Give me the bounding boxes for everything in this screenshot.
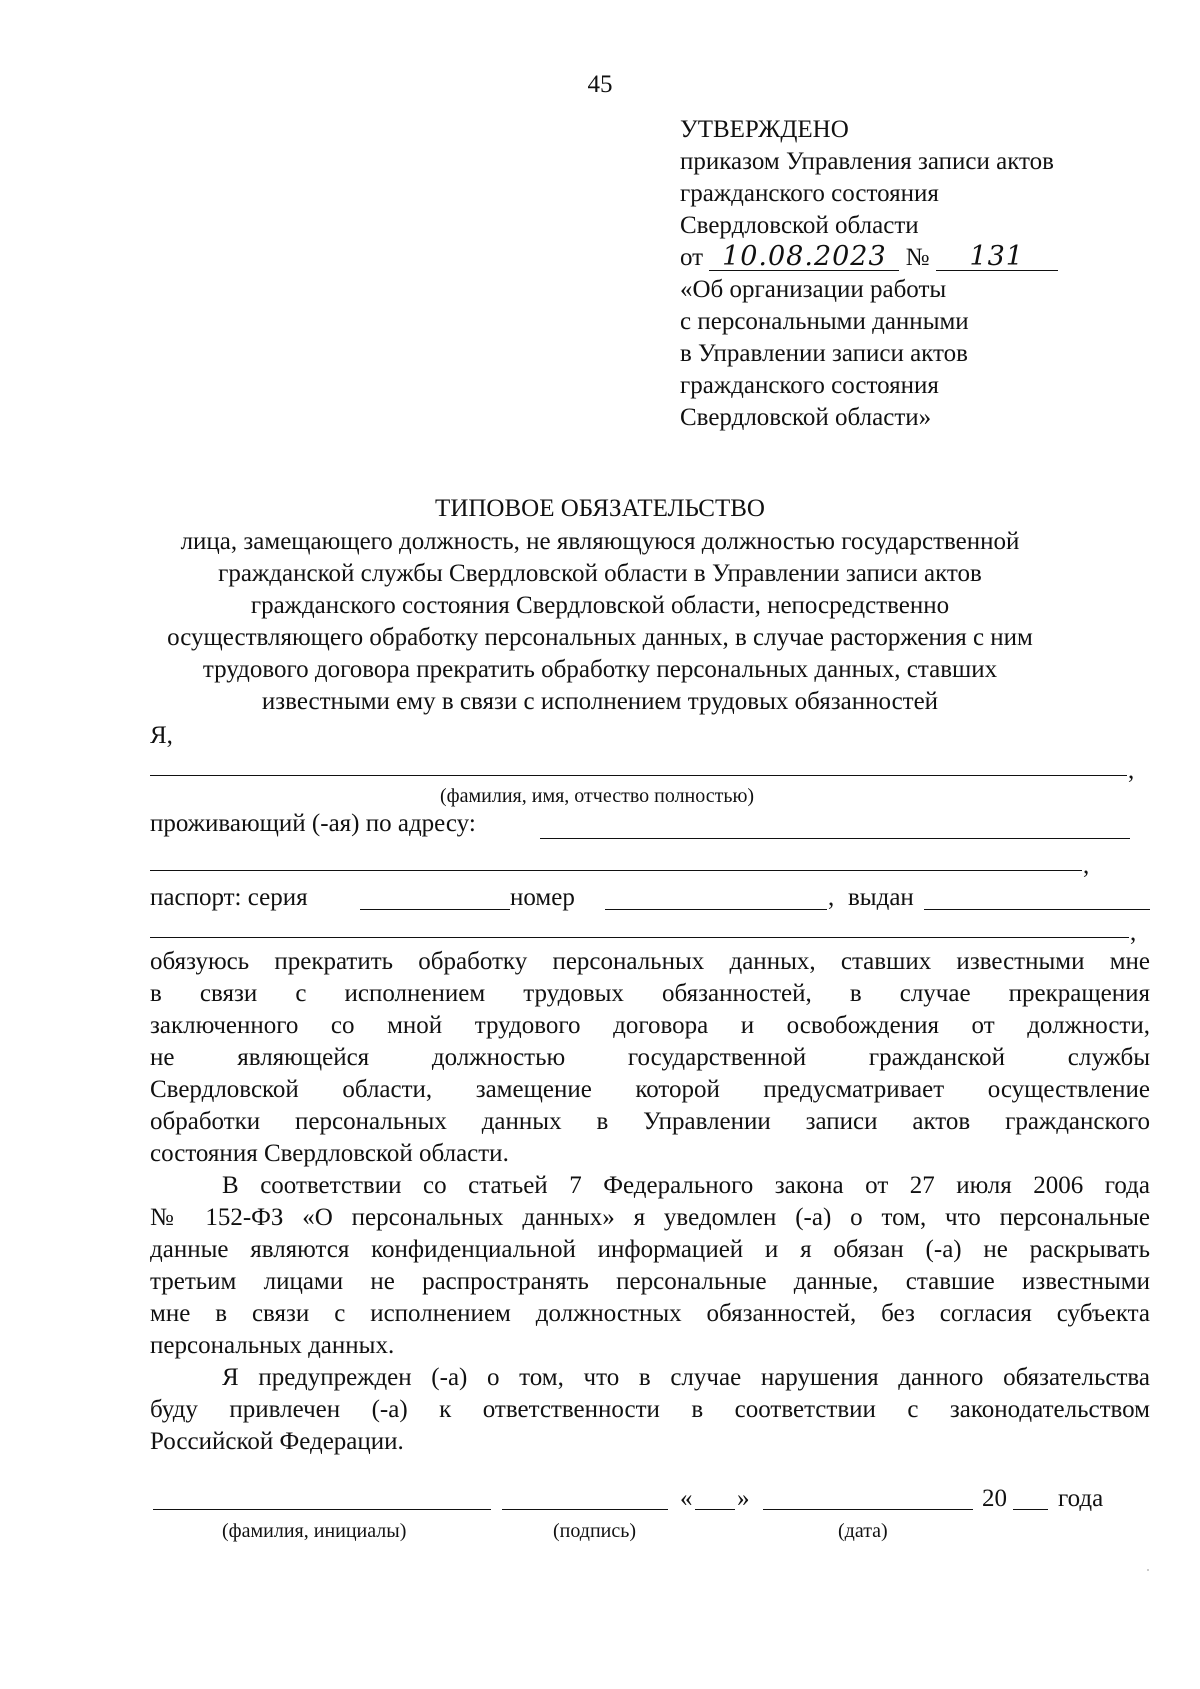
comma: ,: [1083, 852, 1090, 879]
subtitle-line: известными ему в связи с исполнением трудовых обязанностей: [261, 688, 939, 715]
quote-open: «: [680, 1485, 693, 1512]
approval-subject-line: Свердловской области»: [680, 404, 932, 431]
approval-stamp: [680, 114, 1058, 434]
address-label: проживающий (-ая) по адресу:: [150, 810, 476, 837]
issued-label: выдан: [848, 884, 914, 911]
document-title: ТИПОВОЕ ОБЯЗАТЕЛЬСТВО: [435, 495, 765, 522]
subtitle-line: лица, замещающего должность, не являющуюся должностью государственной: [180, 528, 1020, 555]
from-label: от: [680, 244, 704, 271]
address-field-line-2[interactable]: [150, 870, 1082, 871]
year-field[interactable]: [1013, 1509, 1048, 1510]
fio-field-line[interactable]: [150, 775, 1127, 776]
day-field[interactable]: [695, 1509, 735, 1510]
text-line: обязуюсь прекратить обработку персональных данных, ставших известными мне: [150, 948, 1150, 975]
caption-surname: (фамилия, инициалы): [222, 1520, 407, 1542]
order-date-handwritten: 10.08.2023: [709, 243, 899, 271]
text-line: Российской Федерации.: [150, 1428, 404, 1455]
approval-subject-line: с персональными данными: [680, 308, 969, 335]
approval-subject-line: «Об организации работы: [680, 276, 947, 303]
approval-line: Свердловской области: [680, 212, 919, 239]
subtitle-line: гражданской службы Свердловской области в Управлении записи актов: [218, 560, 982, 587]
text-line: в связи с исполнением трудовых обязанностей, в случае прекращения: [150, 980, 1150, 1007]
text-line: состояния Свердловской области.: [150, 1140, 509, 1167]
text-line: буду привлечен (-а) к ответственности в соответствии с законодательством: [150, 1396, 1150, 1423]
issued-by-field[interactable]: [924, 909, 1150, 910]
signature-field[interactable]: [502, 1509, 668, 1510]
approval-heading: УТВЕРЖДЕНО: [680, 116, 849, 143]
scan-speck: [1147, 1569, 1149, 1571]
year-prefix: 20: [982, 1485, 1007, 1512]
text-line: персональных данных.: [150, 1332, 395, 1359]
text-line: В соответствии со статьей 7 Федерального закона от 27 июля 2006 года: [222, 1172, 1150, 1199]
document-subtitle: [150, 526, 1050, 718]
year-suffix: года: [1058, 1485, 1104, 1512]
text-line: третьим лицами не распространять персональные данные, ставшие известными: [150, 1268, 1150, 1295]
passport-number-field[interactable]: [605, 909, 827, 910]
subtitle-line: трудового договора прекратить обработку персональных данных, ставших: [202, 656, 998, 683]
subtitle-line: гражданского состояния Свердловской области, непосредственно: [250, 592, 950, 619]
caption-date: (дата): [838, 1520, 888, 1542]
i-label: Я,: [150, 722, 173, 749]
page-number: 45: [587, 71, 613, 98]
passport-label: паспорт: серия: [150, 884, 308, 911]
month-field[interactable]: [763, 1509, 973, 1510]
address-field-line[interactable]: [540, 838, 1130, 839]
paragraph-notice: [150, 1170, 1150, 1362]
caption-signature: (подпись): [553, 1520, 637, 1542]
text-line: обработки персональных данных в Управлении записи актов гражданского: [150, 1108, 1150, 1135]
surname-initials-field[interactable]: [153, 1509, 491, 1510]
quote-close: »: [737, 1485, 750, 1512]
comma: ,: [1128, 757, 1135, 784]
issued-by-field-line-2[interactable]: [150, 937, 1129, 938]
text-line: не являющейся должностью государственной гражданской службы: [150, 1044, 1150, 1071]
order-number-handwritten: 131: [936, 243, 1058, 271]
approval-line: гражданского состояния: [680, 180, 939, 207]
paragraph-warning: [150, 1362, 1150, 1458]
passport-series-field[interactable]: [360, 909, 510, 910]
text-line: мне в связи с исполнением должностных обязанностей, без согласия субъекта: [150, 1300, 1150, 1327]
number-sign: №: [905, 244, 930, 271]
comma: ,: [828, 884, 835, 911]
approval-subject-line: гражданского состояния: [680, 372, 939, 399]
fio-caption: (фамилия, имя, отчество полностью): [440, 785, 755, 807]
text-line: заключенного со мной трудового договора и освобождения от должности,: [150, 1012, 1150, 1039]
approval-subject-line: в Управлении записи актов: [680, 340, 968, 367]
passport-number-label: номер: [510, 884, 575, 911]
comma: ,: [1130, 919, 1137, 946]
text-line: Свердловской области, замещение которой предусматривает осуществление: [150, 1076, 1150, 1103]
approval-line: приказом Управления записи актов: [680, 148, 1054, 175]
text-line: № 152-ФЗ «О персональных данных» я уведомлен (-а) о том, что персональные: [150, 1204, 1150, 1231]
subtitle-line: осуществляющего обработку персональных данных, в случае расторжения с ним: [167, 624, 1033, 651]
order-date-number-line: [680, 242, 1058, 274]
text-line: данные являются конфиденциальной информацией и я обязан (-а) не раскрывать: [150, 1236, 1150, 1263]
paragraph-obligation: [150, 946, 1150, 1170]
text-line: Я предупрежден (-а) о том, что в случае нарушения данного обязательства: [222, 1364, 1150, 1391]
